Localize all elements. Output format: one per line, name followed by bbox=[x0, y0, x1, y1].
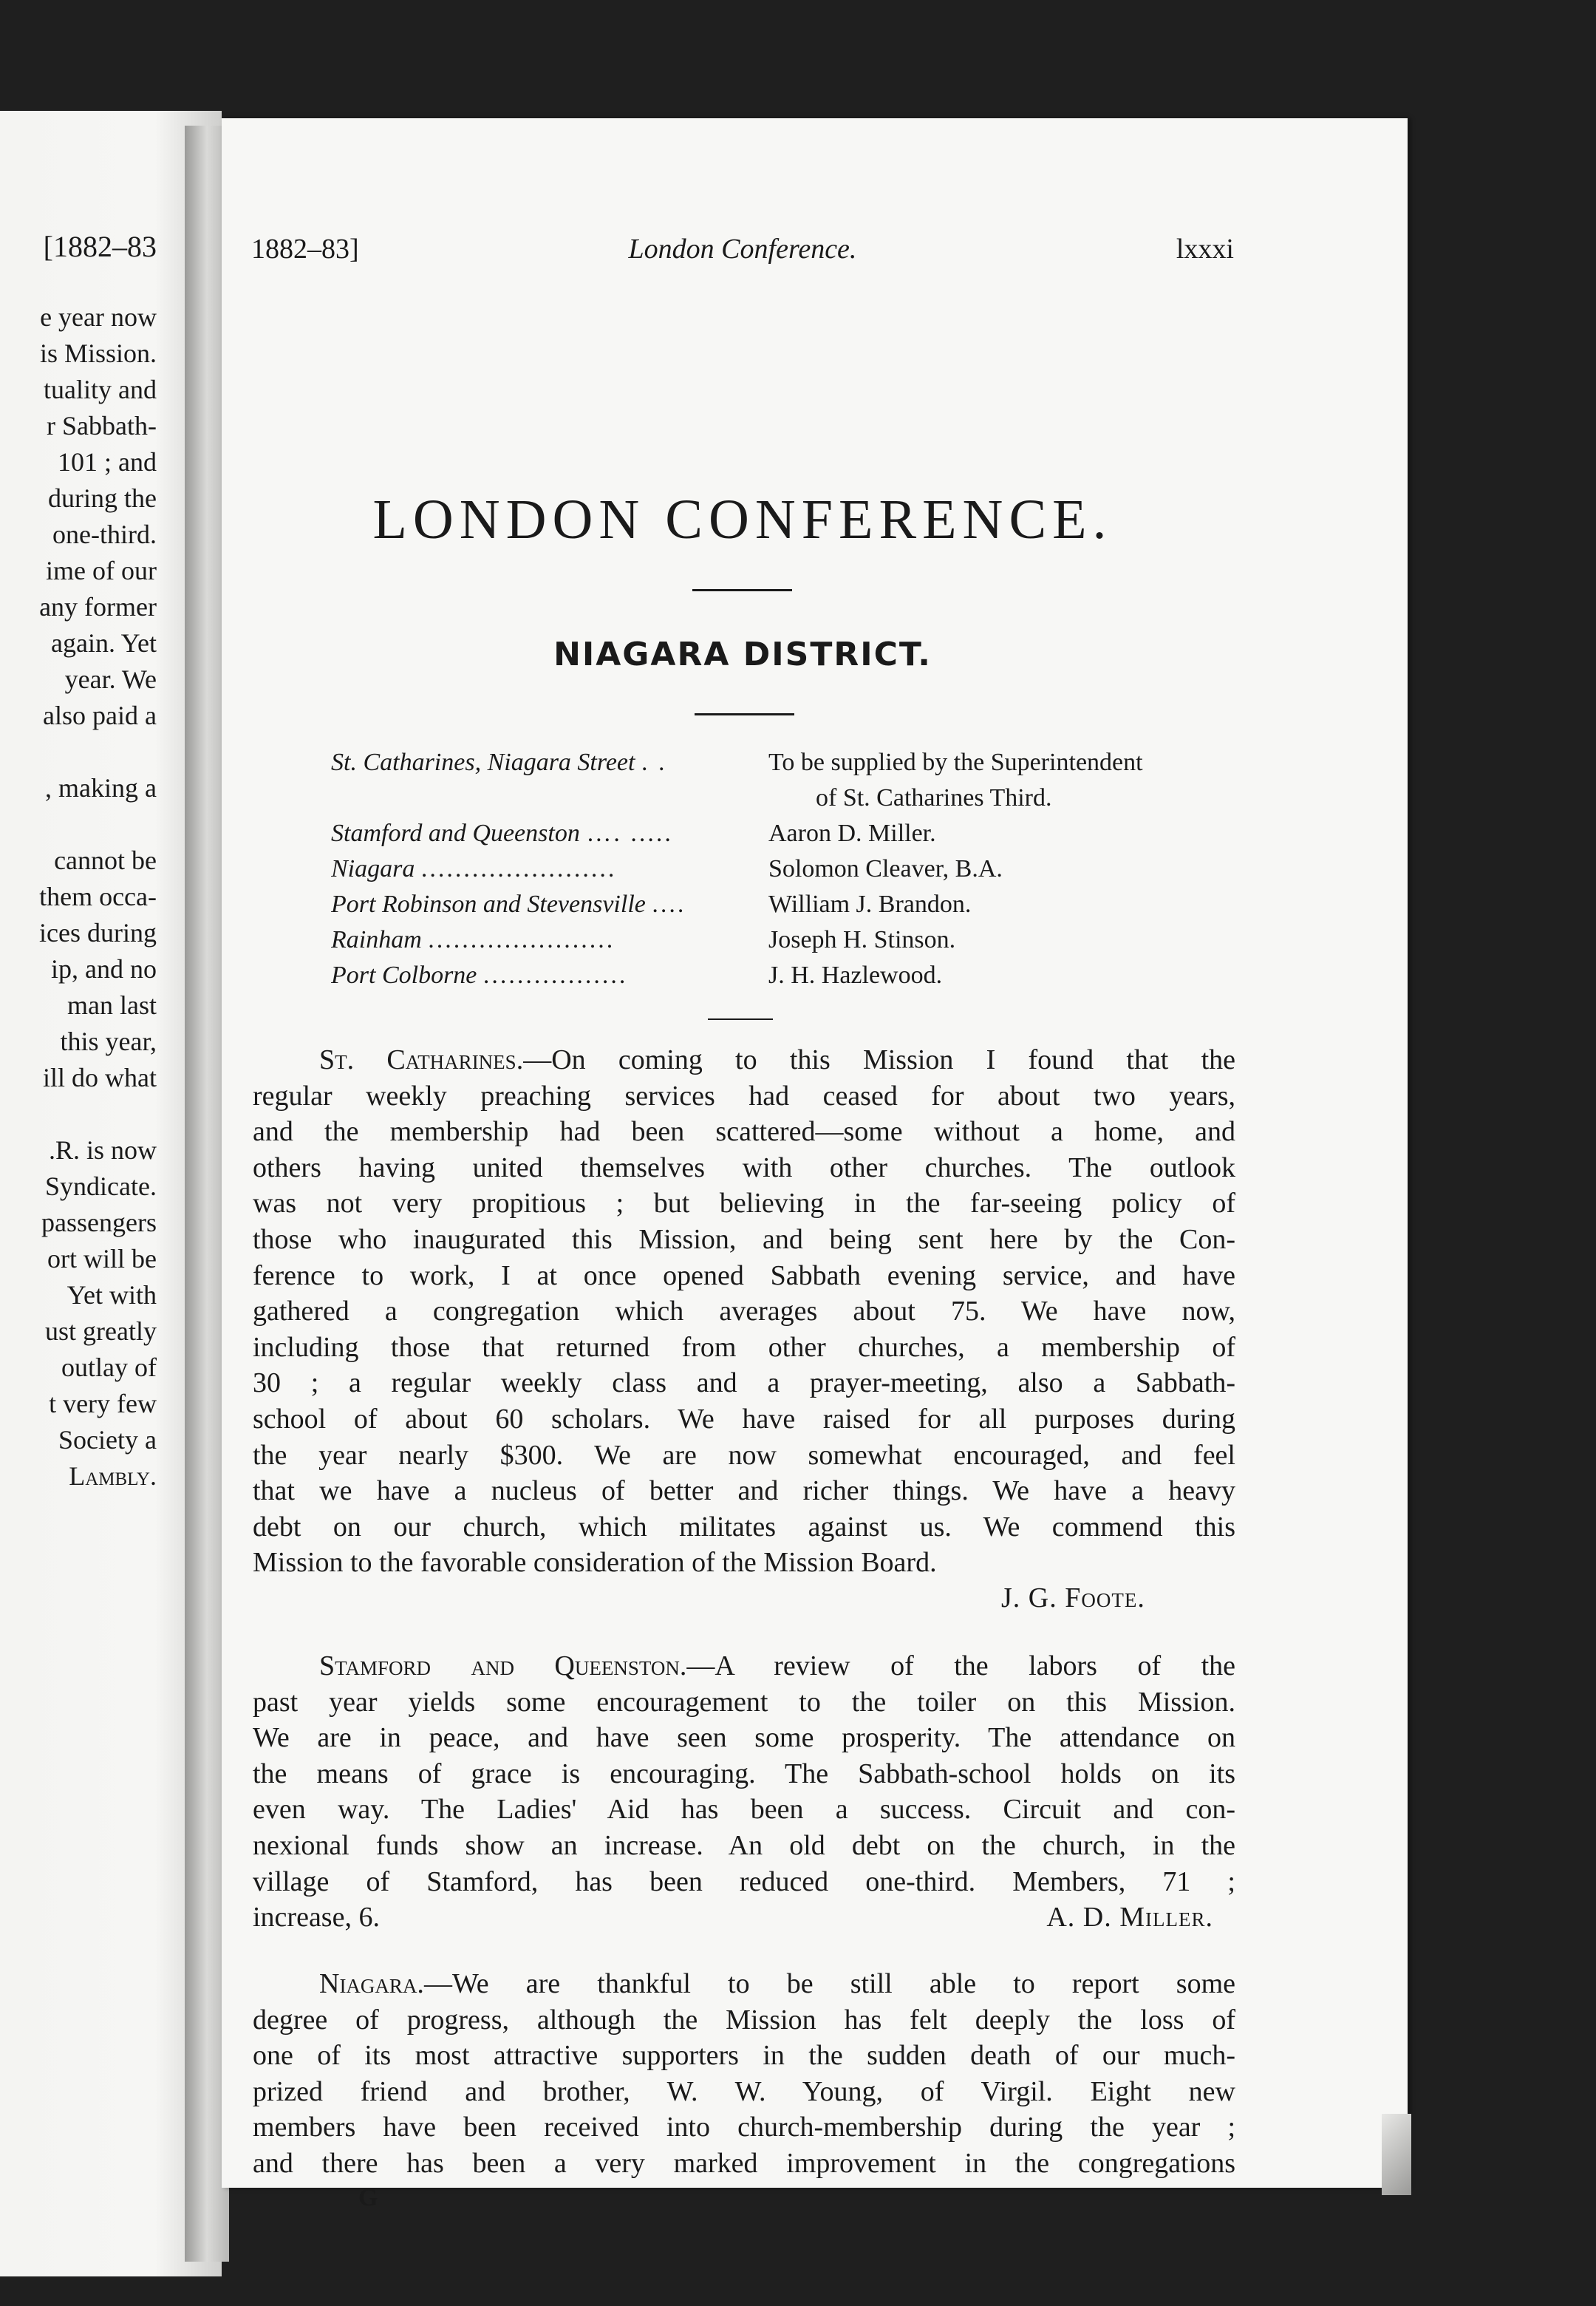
left-page-line: tuality and bbox=[44, 375, 157, 404]
leader-dots: …. ..... bbox=[586, 820, 673, 847]
report-line bbox=[253, 1042, 1235, 1078]
district-title: NIAGARA DISTRICT. bbox=[553, 636, 932, 673]
left-page-line: Lambly. bbox=[69, 1461, 157, 1491]
report-line: that we have a nucleus of better and richer things. We have a heavy bbox=[253, 1475, 1235, 1507]
report-line: those who inaugurated this Mission, and being sent here by the Con- bbox=[253, 1223, 1235, 1255]
left-page-header: [1882–83 bbox=[43, 230, 157, 263]
report-line: nexional funds show an increase. An old debt on the church, in the bbox=[253, 1829, 1235, 1861]
report-line: prized friend and brother, W. W. Young, of Virgil. Eight new bbox=[253, 2075, 1235, 2107]
station-name: St. Catharines, Niagara Street bbox=[331, 749, 635, 776]
report-line: including those that returned from other churches, a membership of bbox=[253, 1331, 1235, 1363]
station-name: Stamford and Queenston bbox=[331, 820, 580, 847]
station-name: Port Colborne bbox=[331, 962, 477, 989]
report-text: —A review of the labors of the bbox=[686, 1650, 1235, 1681]
divider-rule bbox=[692, 589, 792, 591]
station-row bbox=[331, 958, 1240, 993]
station-name: Rainham bbox=[331, 926, 422, 953]
report-text: increase, 6. bbox=[253, 1902, 380, 1933]
station-name: Port Robinson and Stevensville bbox=[331, 891, 646, 918]
station-place bbox=[331, 922, 774, 958]
divider-rule bbox=[695, 713, 794, 715]
report-text: —On coming to this Mission I found that the bbox=[523, 1044, 1236, 1075]
conference-title: LONDON CONFERENCE. bbox=[372, 489, 1113, 551]
report-line: and there has been a very marked improvement in the congregations bbox=[253, 2147, 1235, 2179]
page-corner bbox=[1382, 2114, 1411, 2195]
left-page-line: t very few bbox=[49, 1389, 157, 1418]
report-line: debt on our church, which militates against us. We commend this bbox=[253, 1511, 1235, 1543]
left-page-line: Society a bbox=[58, 1425, 157, 1455]
station-row bbox=[331, 887, 1240, 922]
report-signature: J. G. Foote. bbox=[1001, 1582, 1145, 1613]
report-line: others having united themselves with other churches. The outlook bbox=[253, 1152, 1235, 1183]
report-line: Mission to the favorable consideration of the Mission Board. bbox=[253, 1547, 937, 1579]
report-st-catharines bbox=[253, 1042, 1235, 1581]
left-page-line: ort will be bbox=[47, 1244, 157, 1273]
running-head-year: 1882–83] bbox=[251, 234, 359, 265]
report-heading: Niagara. bbox=[319, 1968, 424, 1999]
left-page-line: cannot be bbox=[54, 846, 157, 875]
station-minister: Solomon Cleaver, B.A. bbox=[768, 855, 1003, 882]
report-line bbox=[253, 1899, 1235, 1936]
report-line: 30 ; a regular weekly class and a prayer-meeting, also a Sabbath- bbox=[253, 1367, 1235, 1399]
left-page-line: one-third. bbox=[52, 520, 157, 549]
left-page-line: year. We bbox=[64, 664, 157, 694]
left-page-line: 101 ; and bbox=[58, 447, 157, 477]
running-head-title: London Conference. bbox=[628, 234, 857, 265]
report-line: and the membership had been scattered—some without a home, and bbox=[253, 1116, 1235, 1148]
left-page-line: passengers bbox=[41, 1208, 157, 1237]
left-page-text bbox=[39, 299, 157, 1494]
report-line: ference to work, I at once opened Sabbath evening service, and have bbox=[253, 1259, 1235, 1291]
station-minister: William J. Brandon. bbox=[768, 891, 972, 918]
station-place bbox=[331, 816, 774, 851]
left-page-line: is Mission. bbox=[39, 339, 157, 368]
leader-dots: ....................... bbox=[420, 855, 617, 882]
report-line: was not very propitious ; but believing in the far-seeing policy of bbox=[253, 1188, 1235, 1220]
divider-rule bbox=[708, 1018, 773, 1020]
station-row bbox=[331, 851, 1240, 887]
left-page-line: during the bbox=[48, 483, 157, 513]
report-heading: Stamford and Queenston. bbox=[319, 1650, 687, 1681]
report-line: village of Stamford, has been reduced one-third. Members, 71 ; bbox=[253, 1865, 1235, 1897]
signature-mark: G bbox=[358, 2184, 378, 2211]
report-line: past year yields some encouragement to the toiler on this Mission. bbox=[253, 1686, 1235, 1718]
station-list bbox=[331, 745, 1240, 993]
left-page-line: ust greatly bbox=[45, 1316, 157, 1346]
report-line: one of its most attractive supporters in the sudden death of our much- bbox=[253, 2040, 1235, 2072]
report-line: school of about 60 scholars. We have raised for all purposes during bbox=[253, 1403, 1235, 1435]
left-page-line: ices during bbox=[39, 918, 157, 948]
left-page-line: this year, bbox=[60, 1027, 157, 1056]
station-name: Niagara bbox=[331, 855, 415, 882]
station-minister: Aaron D. Miller. bbox=[768, 820, 936, 847]
report-line: the year nearly $300. We are now somewhat encouraged, and feel bbox=[253, 1439, 1235, 1471]
report-line: members have been received into church-membership during the year ; bbox=[253, 2112, 1235, 2143]
station-minister-continued: of St. Catharines Third. bbox=[816, 784, 1052, 812]
left-page-line: r Sabbath- bbox=[47, 411, 157, 441]
station-place bbox=[331, 745, 774, 780]
leader-dots: .... bbox=[652, 891, 686, 918]
left-page-line: Syndicate. bbox=[45, 1171, 157, 1201]
right-page bbox=[222, 118, 1408, 2211]
left-page-line: again. Yet bbox=[51, 628, 157, 658]
station-place bbox=[331, 851, 774, 887]
left-page-line: ime of our bbox=[46, 556, 157, 585]
report-signature: A. D. Miller. bbox=[1046, 1902, 1213, 1933]
report-line bbox=[253, 1648, 1235, 1684]
left-page-line: Yet with bbox=[66, 1280, 157, 1310]
left-page-line: outlay of bbox=[61, 1353, 157, 1382]
left-page-line: , making a bbox=[45, 773, 157, 803]
left-page-line: e year now bbox=[40, 302, 157, 332]
station-row bbox=[331, 745, 1240, 780]
page-number: lxxxi bbox=[1176, 234, 1234, 265]
left-page-line: ip, and no bbox=[51, 954, 157, 984]
station-row bbox=[331, 816, 1240, 851]
left-page-line: man last bbox=[67, 990, 157, 1020]
report-line: We are in peace, and have seen some prosperity. The attendance on bbox=[253, 1722, 1235, 1754]
running-head bbox=[251, 233, 1234, 285]
station-row-continuation bbox=[331, 780, 1240, 816]
leader-dots: ...................... bbox=[428, 926, 615, 953]
left-page-line: them occa- bbox=[39, 882, 157, 911]
left-page-line: any former bbox=[39, 592, 157, 622]
station-minister: J. H. Hazlewood. bbox=[768, 962, 943, 989]
report-line: regular weekly preaching services had ceased for about two years, bbox=[253, 1080, 1235, 1112]
report-text: —We are thankful to be still able to report some bbox=[423, 1968, 1235, 1999]
report-line: degree of progress, although the Mission has felt deeply the loss of bbox=[253, 2004, 1235, 2035]
report-line: the means of grace is encouraging. The Sabbath-school holds on its bbox=[253, 1758, 1235, 1789]
report-line: even way. The Ladies' Aid has been a success. Circuit and con- bbox=[253, 1794, 1235, 1826]
report-stamford-queenston bbox=[253, 1648, 1235, 1936]
station-minister: To be supplied by the Superintendent bbox=[768, 749, 1143, 776]
left-page-line: .R. is now bbox=[48, 1135, 157, 1165]
station-place bbox=[331, 958, 774, 993]
station-minister: Joseph H. Stinson. bbox=[768, 926, 956, 953]
station-place bbox=[331, 887, 774, 922]
report-heading: St. Catharines. bbox=[319, 1044, 524, 1075]
left-page-line: also paid a bbox=[43, 701, 157, 730]
report-line bbox=[253, 1966, 1235, 2002]
left-page-line: ill do what bbox=[43, 1063, 157, 1092]
leader-dots: ................. bbox=[482, 962, 628, 989]
leader-dots: . . bbox=[641, 749, 667, 776]
report-niagara bbox=[253, 1966, 1235, 2182]
report-line: gathered a congregation which averages about 75. We have now, bbox=[253, 1296, 1235, 1327]
station-row bbox=[331, 922, 1240, 958]
